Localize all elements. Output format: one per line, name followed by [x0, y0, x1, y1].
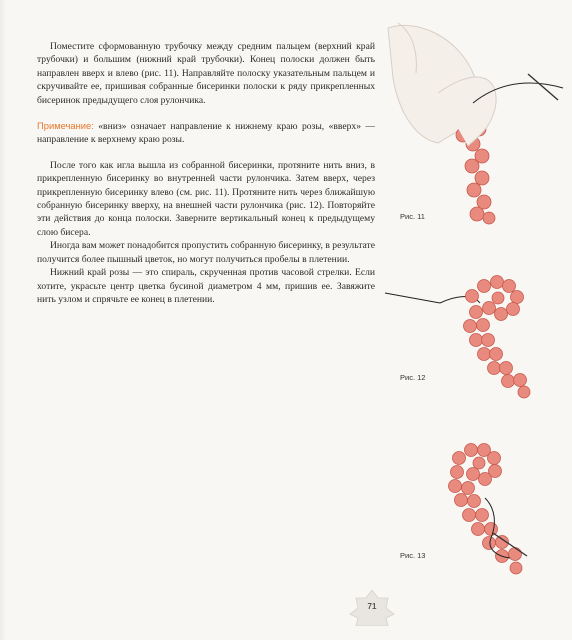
- page-number: 71: [367, 602, 377, 611]
- note-paragraph: [37, 119, 375, 147]
- figure-12-illustration: [380, 268, 560, 413]
- note-label: Примечание:: [37, 120, 94, 132]
- figure-12-caption: Рис. 12: [400, 373, 426, 382]
- page-number-badge: [346, 590, 398, 626]
- paragraph-3: Иногда вам может понадобится пропустить собранную бисеринку, в результате получится более пышный цветок, но могут получиться пробелы в плетении.: [37, 240, 375, 265]
- paragraph-2: После того как игла вышла из собранной бисеринки, протяните нить вниз, в прикрепленную бисеринку во внутренней части рулончика. Затем вверх, через прикрепленную бисеринку влево (см. рис. 11). Протяните нить через ближайшую собранную бисеринку вверху, на внешней части рулончика (рис. 12). Повторяйте эти действия до конца полоски. Заверните вертикальный конец к предыдущему слою бисера.: [37, 159, 375, 238]
- main-text-column: [37, 40, 375, 306]
- figure-13-illustration: [415, 438, 565, 588]
- figure-13-caption: Рис. 13: [400, 551, 426, 560]
- note-text: «вниз» означает направление к нижнему краю розы, «вверх» — направление к верхнему краю розы.: [37, 121, 375, 146]
- paragraph-1: Поместите сформованную трубочку между средним пальцем (верхний край трубочки) и большим (нижний край трубочки). Конец полоски должен быть направлен вверх и влево (рис. 11). Направляйте полоску указательным пальцем и скручивайте ее, пришивая собранные бисеринки полоски к ряду прикрепленных бисеринок предыдущего слоя рулончика.: [37, 41, 375, 106]
- figure-11-caption: Рис. 11: [400, 212, 425, 221]
- figure-11-illustration: [378, 18, 568, 238]
- paragraph-4: Нижний край розы — это спираль, скрученная против часовой стрелки. Если хотите, украсьте центр цветка бусиной диаметром 4 мм, пришив ее. Завяжите нить узлом и спрячьте ее конец в плетении.: [37, 267, 375, 305]
